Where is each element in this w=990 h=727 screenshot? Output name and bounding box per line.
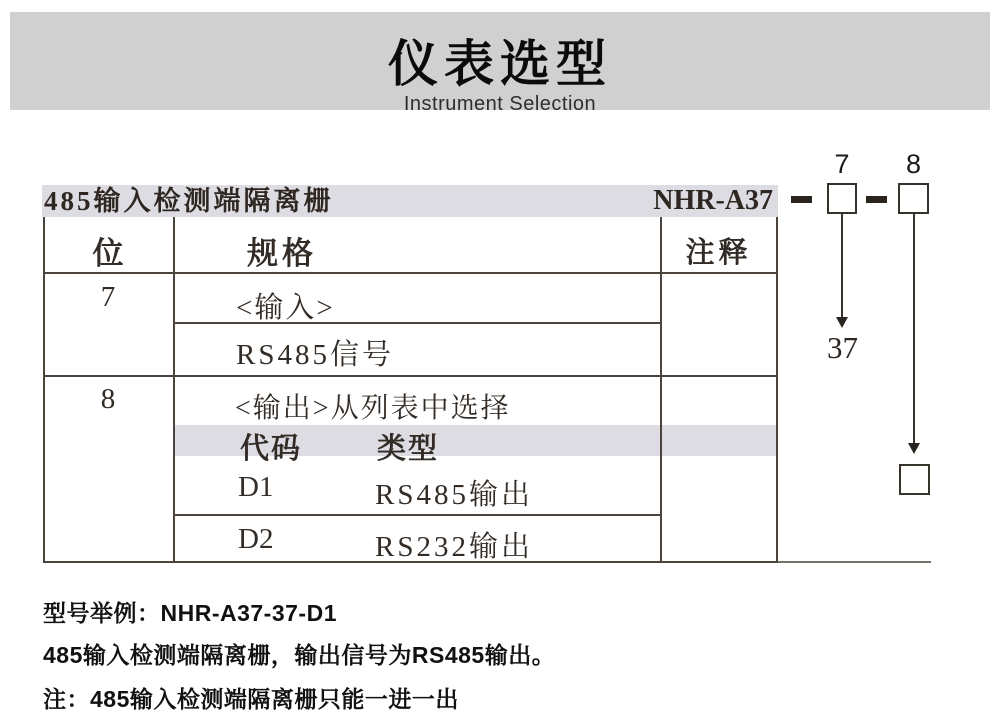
dash-separator-2 (866, 196, 887, 203)
product-name: 485输入检测端隔离栅 (44, 186, 334, 216)
column-header-spec: 规格 (247, 236, 317, 271)
column-header-bit: 位 (92, 236, 124, 271)
column-header-note: 注释 (685, 237, 752, 269)
model-code: NHR-A37 (653, 185, 773, 216)
header-banner (10, 12, 990, 115)
option-d2-type: RS232输出 (375, 531, 533, 563)
model-description-line: 485输入检测端隔离栅，输出信号为RS485输出。 (43, 642, 556, 668)
page-title: 仪表选型 (388, 36, 612, 92)
option-d2-code: D2 (238, 523, 274, 555)
arrowhead-digit7 (836, 317, 848, 328)
row7-spec-signal: RS485信号 (236, 339, 394, 371)
table-divider-bit-spec (173, 217, 175, 563)
row7-spec-input: <输入> (236, 292, 335, 324)
subtable-header-type: 类型 (377, 433, 440, 465)
dash-separator-1 (791, 196, 812, 203)
option-d1-d2-divider (173, 514, 662, 516)
page-subtitle: Instrument Selection (403, 93, 597, 115)
row8-bit-value: 8 (100, 383, 116, 415)
output-code-box (899, 464, 930, 495)
digit-7-box (827, 183, 857, 214)
row7-bit-value: 7 (100, 281, 116, 313)
arrow-line-digit8 (913, 214, 915, 444)
model-note-line: 注：485输入检测端隔离栅只能一进一出 (43, 686, 459, 712)
option-d1-code: D1 (238, 471, 274, 503)
digit-8-label: 8 (905, 149, 922, 179)
model-example-line: 型号举例：NHR-A37-37-D1 (43, 600, 337, 626)
arrow-line-digit7 (841, 214, 843, 318)
arrowhead-digit8 (908, 443, 920, 454)
digit-8-box (898, 183, 929, 214)
row8-spec-output: <输出>从列表中选择 (235, 393, 511, 424)
code-37-value: 37 (827, 330, 858, 365)
row7-row8-divider (43, 375, 778, 377)
product-title-band (42, 185, 778, 217)
option-d1-type: RS485输出 (375, 479, 533, 511)
table-border-bottom-extension (778, 561, 931, 563)
subtable-header-code: 代码 (240, 433, 303, 465)
digit-7-label: 7 (834, 149, 850, 179)
